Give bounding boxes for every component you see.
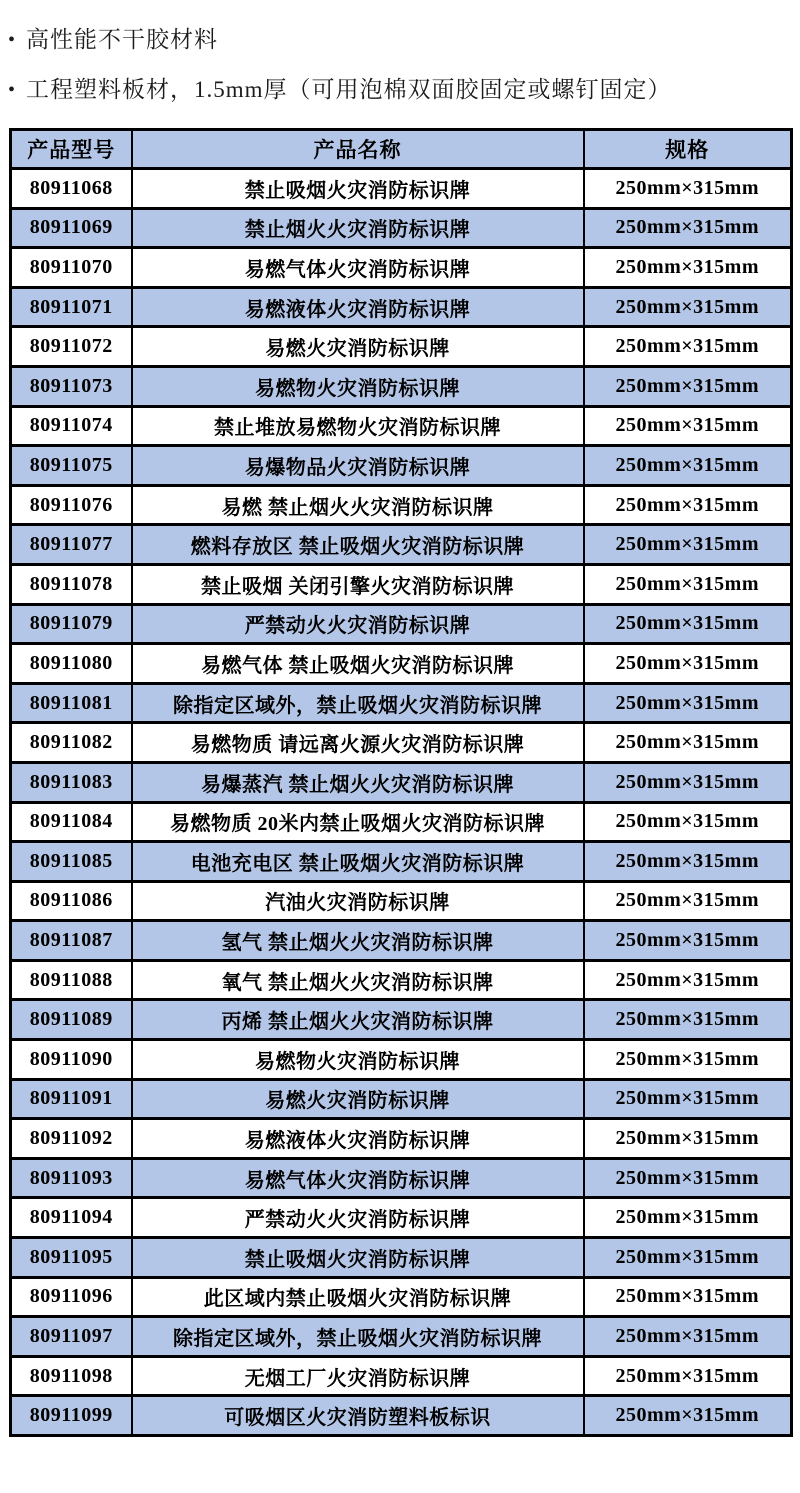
table-row: [11, 762, 792, 802]
table-row: [11, 1040, 792, 1080]
table-row: [11, 327, 792, 367]
name-cell: 可吸烟区火灾消防塑料板标识: [132, 1396, 584, 1436]
spec-cell: 250mm×315mm: [584, 960, 792, 1000]
name-cell: 易爆物品火灾消防标识牌: [132, 446, 584, 486]
table-row: [11, 723, 792, 763]
table-row: [11, 406, 792, 446]
name-cell: 燃料存放区 禁止吸烟火灾消防标识牌: [132, 525, 584, 565]
spec-cell: 250mm×315mm: [584, 1317, 792, 1357]
model-cell: 80911080: [11, 644, 132, 684]
model-cell: 80911068: [11, 169, 132, 209]
model-cell: 80911088: [11, 960, 132, 1000]
name-cell: 易燃火灾消防标识牌: [132, 1079, 584, 1119]
product-table: [9, 128, 793, 1437]
model-cell: 80911092: [11, 1119, 132, 1159]
name-cell: 禁止吸烟火灾消防标识牌: [132, 1238, 584, 1278]
model-cell: 80911078: [11, 564, 132, 604]
name-cell: 氢气 禁止烟火火灾消防标识牌: [132, 921, 584, 961]
spec-cell: 250mm×315mm: [584, 1158, 792, 1198]
model-cell: 80911079: [11, 604, 132, 644]
model-cell: 80911093: [11, 1158, 132, 1198]
name-cell: 易燃物火灾消防标识牌: [132, 1040, 584, 1080]
table-row: [11, 248, 792, 288]
name-cell: 易燃液体火灾消防标识牌: [132, 287, 584, 327]
spec-cell: 250mm×315mm: [584, 1356, 792, 1396]
table-row: [11, 1317, 792, 1357]
model-cell: 80911074: [11, 406, 132, 446]
header-row: [11, 130, 792, 169]
spec-cell: 250mm×315mm: [584, 1079, 792, 1119]
spec-cell: 250mm×315mm: [584, 248, 792, 288]
name-cell: 禁止堆放易燃物火灾消防标识牌: [132, 406, 584, 446]
name-cell: 丙烯 禁止烟火火灾消防标识牌: [132, 1000, 584, 1040]
table-row: [11, 1000, 792, 1040]
spec-cell: 250mm×315mm: [584, 327, 792, 367]
model-cell: 80911086: [11, 881, 132, 921]
model-cell: 80911083: [11, 762, 132, 802]
model-cell: 80911090: [11, 1040, 132, 1080]
bullet-dot-icon: •: [8, 78, 17, 101]
spec-cell: 250mm×315mm: [584, 604, 792, 644]
model-cell: 80911073: [11, 366, 132, 406]
model-cell: 80911098: [11, 1356, 132, 1396]
model-cell: 80911099: [11, 1396, 132, 1436]
model-cell: 80911097: [11, 1317, 132, 1357]
table-row: [11, 604, 792, 644]
model-cell: 80911082: [11, 723, 132, 763]
name-cell: 无烟工厂火灾消防标识牌: [132, 1356, 584, 1396]
name-cell: 除指定区域外，禁止吸烟火灾消防标识牌: [132, 683, 584, 723]
spec-cell: 250mm×315mm: [584, 406, 792, 446]
name-cell: 易燃液体火灾消防标识牌: [132, 1119, 584, 1159]
model-cell: 80911077: [11, 525, 132, 565]
table-row: [11, 366, 792, 406]
table-row: [11, 644, 792, 684]
table-row: [11, 1356, 792, 1396]
spec-cell: 250mm×315mm: [584, 1119, 792, 1159]
table-row: [11, 921, 792, 961]
spec-cell: 250mm×315mm: [584, 1238, 792, 1278]
name-cell: 严禁动火火灾消防标识牌: [132, 604, 584, 644]
table-row: [11, 683, 792, 723]
model-cell: 80911087: [11, 921, 132, 961]
model-cell: 80911072: [11, 327, 132, 367]
material-bullet-list: [8, 28, 800, 101]
name-cell: 禁止烟火火灾消防标识牌: [132, 208, 584, 248]
model-cell: 80911076: [11, 485, 132, 525]
table-row: [11, 208, 792, 248]
table-row: [11, 802, 792, 842]
name-cell: 易燃气体 禁止吸烟火灾消防标识牌: [132, 644, 584, 684]
spec-cell: 250mm×315mm: [584, 169, 792, 209]
name-cell: 易燃 禁止烟火火灾消防标识牌: [132, 485, 584, 525]
table-row: [11, 525, 792, 565]
name-cell: 易燃物火灾消防标识牌: [132, 366, 584, 406]
name-cell: 易燃气体火灾消防标识牌: [132, 248, 584, 288]
name-cell: 氧气 禁止烟火火灾消防标识牌: [132, 960, 584, 1000]
model-cell: 80911069: [11, 208, 132, 248]
column-header-name: 产品名称: [132, 130, 584, 169]
name-cell: 严禁动火火灾消防标识牌: [132, 1198, 584, 1238]
spec-cell: 250mm×315mm: [584, 1277, 792, 1317]
table-row: [11, 842, 792, 882]
model-cell: 80911070: [11, 248, 132, 288]
name-cell: 除指定区域外，禁止吸烟火灾消防标识牌: [132, 1317, 584, 1357]
bullet-dot-icon: •: [8, 28, 17, 51]
table-row: [11, 564, 792, 604]
model-cell: 80911085: [11, 842, 132, 882]
model-cell: 80911095: [11, 1238, 132, 1278]
table-row: [11, 1396, 792, 1436]
spec-cell: 250mm×315mm: [584, 644, 792, 684]
name-cell: 此区域内禁止吸烟火灾消防标识牌: [132, 1277, 584, 1317]
spec-cell: 250mm×315mm: [584, 485, 792, 525]
spec-cell: 250mm×315mm: [584, 287, 792, 327]
model-cell: 80911091: [11, 1079, 132, 1119]
name-cell: 禁止吸烟火灾消防标识牌: [132, 169, 584, 209]
table-row: [11, 169, 792, 209]
bullet-text-plastic-board: 工程塑料板材，1.5mm厚（可用泡棉双面胶固定或螺钉固定）: [26, 77, 672, 102]
spec-cell: 250mm×315mm: [584, 366, 792, 406]
table-row: [11, 960, 792, 1000]
table-row: [11, 1119, 792, 1159]
column-header-model: 产品型号: [11, 130, 132, 169]
spec-cell: 250mm×315mm: [584, 1040, 792, 1080]
bullet-text-adhesive: 高性能不干胶材料: [26, 27, 219, 52]
spec-cell: 250mm×315mm: [584, 802, 792, 842]
spec-cell: 250mm×315mm: [584, 446, 792, 486]
model-cell: 80911081: [11, 683, 132, 723]
table-row: [11, 287, 792, 327]
name-cell: 易燃火灾消防标识牌: [132, 327, 584, 367]
product-table-header: [11, 130, 792, 169]
product-table-body: [11, 169, 792, 1436]
table-row: [11, 1238, 792, 1278]
name-cell: 易爆蒸汽 禁止烟火火灾消防标识牌: [132, 762, 584, 802]
model-cell: 80911075: [11, 446, 132, 486]
spec-cell: 250mm×315mm: [584, 564, 792, 604]
name-cell: 汽油火灾消防标识牌: [132, 881, 584, 921]
model-cell: 80911071: [11, 287, 132, 327]
model-cell: 80911094: [11, 1198, 132, 1238]
spec-cell: 250mm×315mm: [584, 1198, 792, 1238]
spec-cell: 250mm×315mm: [584, 208, 792, 248]
model-cell: 80911089: [11, 1000, 132, 1040]
spec-cell: 250mm×315mm: [584, 842, 792, 882]
spec-cell: 250mm×315mm: [584, 1396, 792, 1436]
name-cell: 易燃气体火灾消防标识牌: [132, 1158, 584, 1198]
table-row: [11, 1198, 792, 1238]
table-row: [11, 485, 792, 525]
model-cell: 80911084: [11, 802, 132, 842]
name-cell: 禁止吸烟 关闭引擎火灾消防标识牌: [132, 564, 584, 604]
model-cell: 80911096: [11, 1277, 132, 1317]
table-row: [11, 881, 792, 921]
table-row: [11, 1277, 792, 1317]
spec-cell: 250mm×315mm: [584, 525, 792, 565]
spec-cell: 250mm×315mm: [584, 1000, 792, 1040]
spec-cell: 250mm×315mm: [584, 881, 792, 921]
spec-cell: 250mm×315mm: [584, 921, 792, 961]
table-row: [11, 1158, 792, 1198]
spec-cell: 250mm×315mm: [584, 762, 792, 802]
name-cell: 易燃物质 请远离火源火灾消防标识牌: [132, 723, 584, 763]
name-cell: 易燃物质 20米内禁止吸烟火灾消防标识牌: [132, 802, 584, 842]
spec-cell: 250mm×315mm: [584, 683, 792, 723]
bullet-item-plastic-board: [8, 78, 800, 101]
bullet-item-adhesive: [8, 28, 800, 51]
spec-cell: 250mm×315mm: [584, 723, 792, 763]
table-row: [11, 1079, 792, 1119]
name-cell: 电池充电区 禁止吸烟火灾消防标识牌: [132, 842, 584, 882]
column-header-spec: 规格: [584, 130, 792, 169]
table-row: [11, 446, 792, 486]
